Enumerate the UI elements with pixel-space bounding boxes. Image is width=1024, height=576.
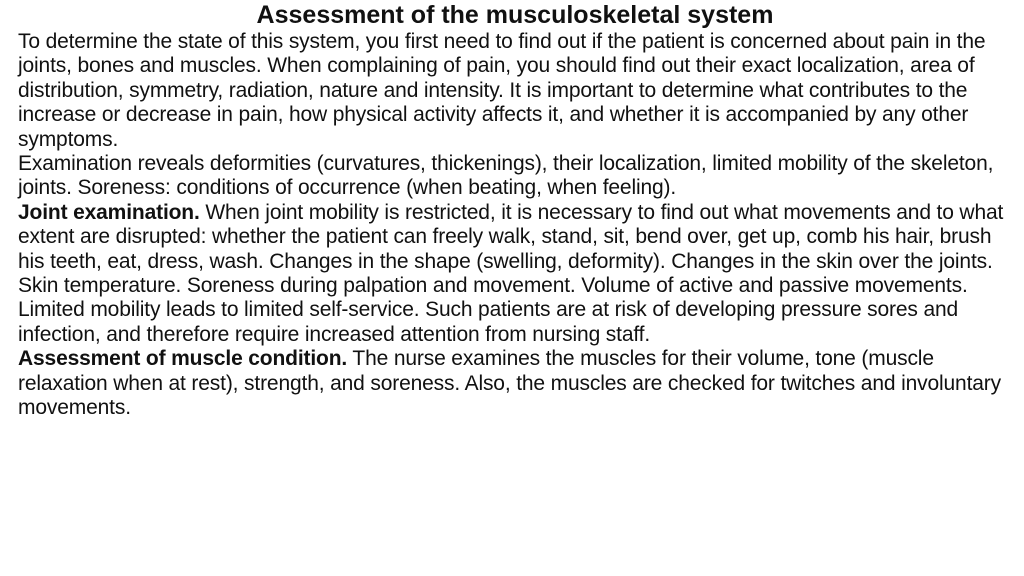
paragraph-text: Examination reveals deformities (curvatures, thickenings), their localization, limited mobility of the skeleton, joints. Soreness: conditions of occurrence (when beating, when feeling). (18, 152, 994, 200)
paragraph-lead: Joint examination. (18, 200, 200, 224)
paragraph-text: The nurse examines the muscles for their volume, tone (muscle relaxation when at rest), strength, and soreness. Also, the muscles are checked for twitches and involuntary movements. (18, 347, 1001, 420)
slide-title: Assessment of the musculoskeletal system (256, 1, 774, 29)
paragraph-lead: Assessment of muscle condition. (18, 347, 348, 371)
paragraph-joint-examination (18, 201, 1012, 347)
paragraph-examination (18, 152, 1012, 201)
slide-body (18, 30, 1012, 421)
paragraph-text: When joint mobility is restricted, it is necessary to find out what movements and to what extent are disrupted: whether the patient can freely walk, stand, sit, bend over, get up, comb his hair, brush his teeth, eat, dress, wash. Changes in the shape (swelling, deformity). Changes in the skin over the joints. Skin temperature. Soreness during palpation and movement. Volume of active and passive movements. Limited mobility leads to limited self-service. Such patients are at risk of developing pressure sores and infection, and therefore require increased attention from nursing staff. (18, 200, 1004, 346)
paragraph-pain-assessment (18, 30, 1012, 152)
paragraph-text: To determine the state of this system, you first need to find out if the patient is concerned about pain in the joints, bones and muscles. When complaining of pain, you should find out their exact localization, area of distribution, symmetry, radiation, nature and intensity. It is important to determine what contributes to the increase or decrease in pain, how physical activity affects it, and whether it is accompanied by any other symptoms. (18, 30, 986, 151)
paragraph-muscle-condition (18, 347, 1012, 420)
